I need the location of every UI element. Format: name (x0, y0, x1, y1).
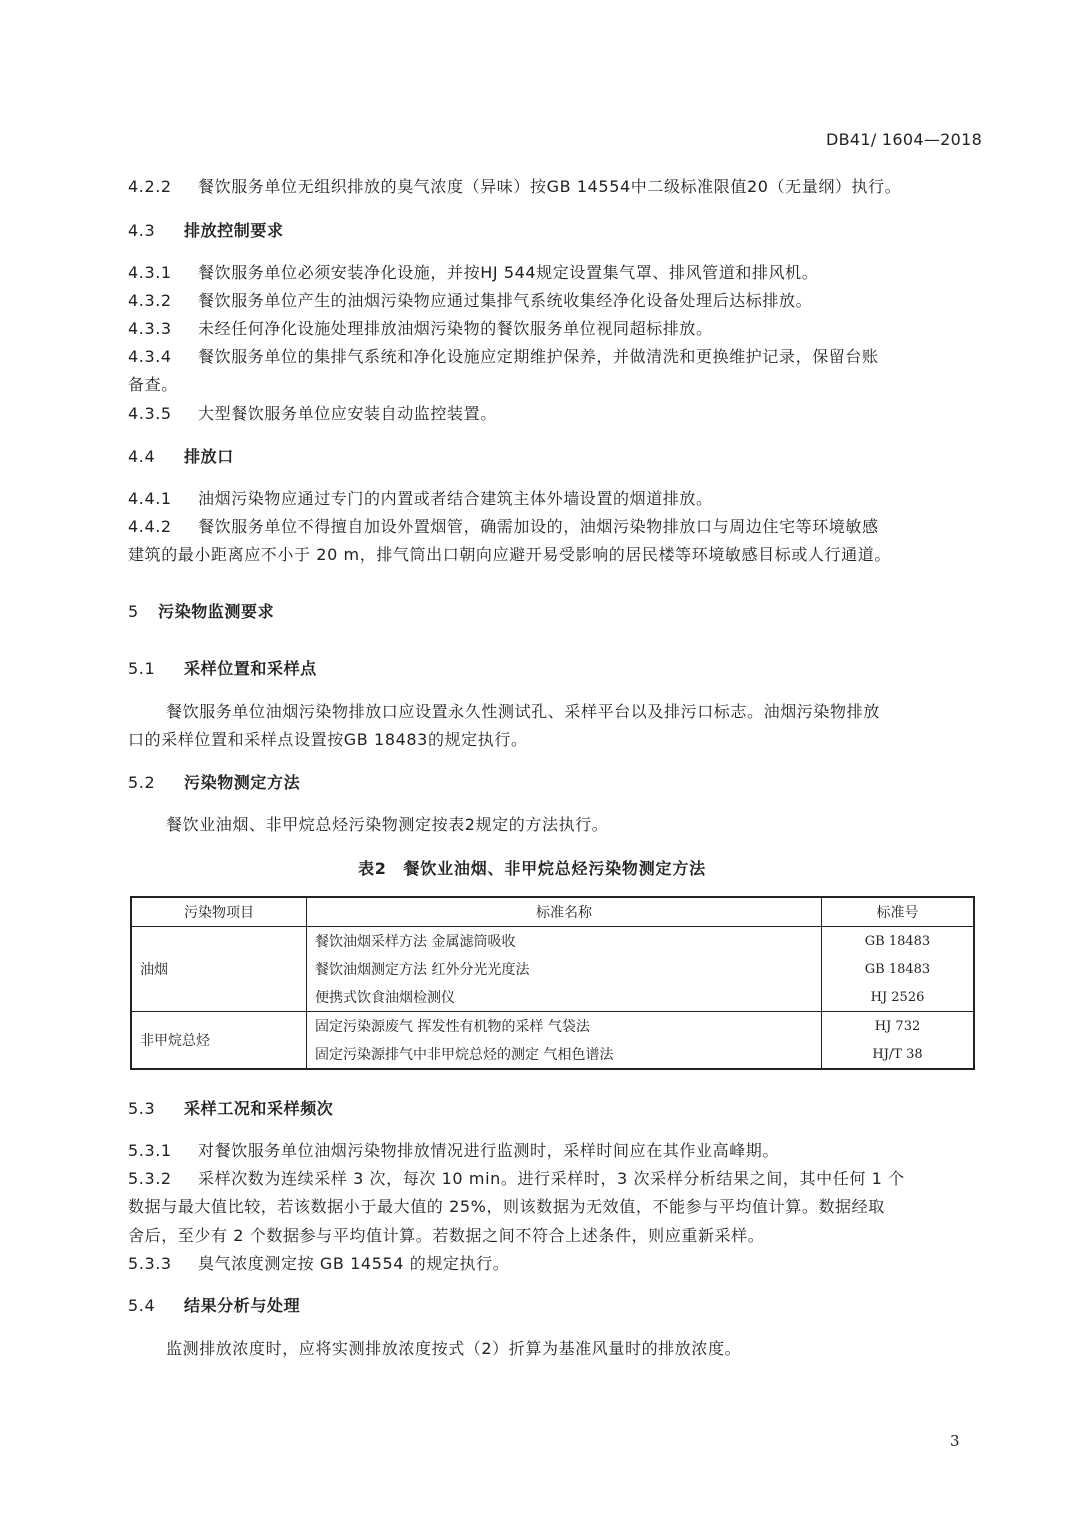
clause-text: 未经任何净化设施处理排放油烟污染物的餐饮服务单位视同超标排放。 (198, 319, 713, 338)
clause-text: 餐饮服务单位产生的油烟污染物应通过集排气系统收集经净化设备处理后达标排放。 (198, 291, 813, 310)
clause-4-3-4 (128, 347, 879, 367)
heading-title: 排放口 (184, 447, 234, 466)
clause-text: 油烟污染物应通过专门的内置或者结合建筑主体外墙设置的烟道排放。 (198, 489, 713, 508)
heading-title: 污染物测定方法 (184, 773, 301, 792)
clause-5-3-3 (128, 1254, 509, 1274)
heading-title: 采样工况和采样频次 (184, 1099, 334, 1118)
heading-5-2 (128, 773, 300, 793)
standard-name-cell: 固定污染源废气 挥发性有机物的采样 气袋法 (307, 1012, 822, 1041)
pollutant-cell: 非甲烷总烃 (131, 1012, 307, 1070)
pollutant-cell: 油烟 (131, 927, 307, 1012)
clause-5-3-1 (128, 1141, 779, 1161)
heading-number: 5.1 (128, 659, 156, 678)
heading-5-4 (128, 1296, 300, 1316)
clause-text: 餐饮服务单位的集排气系统和净化设施应定期维护保养，并做清洗和更换维护记录，保留台账 (198, 347, 879, 366)
heading-4-4 (128, 447, 234, 467)
heading-number: 4.4 (128, 447, 156, 466)
clause-text: 对餐饮服务单位油烟污染物排放情况进行监测时，采样时间应在其作业高峰期。 (198, 1141, 780, 1160)
standard-name-cell: 餐饮油烟测定方法 红外分光光度法 (307, 955, 822, 983)
header-standard-name: 标准名称 (307, 897, 822, 927)
clause-text: 餐饮服务单位不得擅自加设外置烟管，确需加设的，油烟污染物排放口与周边住宅等环境敏感 (198, 517, 879, 536)
clause-4-3-4-cont: 备查。 (128, 375, 178, 394)
heading-5-3 (128, 1099, 333, 1119)
table-caption: 表2 餐饮业油烟、非甲烷总烃污染物测定方法 (358, 859, 706, 878)
clause-4-2-2 (128, 177, 901, 197)
paragraph-5-2: 餐饮业油烟、非甲烷总烃污染物测定按表2规定的方法执行。 (166, 815, 609, 834)
clause-4-4-2-cont: 建筑的最小距离应不小于 20 m，排气筒出口朝向应避开易受影响的居民楼等环境敏感目标或人行通道。 (128, 545, 891, 564)
heading-title: 采样位置和采样点 (184, 659, 317, 678)
clause-number: 4.3.5 (128, 404, 172, 423)
clause-5-3-2-cont2: 舍后，至少有 2 个数据参与平均值计算。若数据之间不符合上述条件，则应重新采样。 (128, 1226, 765, 1245)
paragraph-5-1-line1: 餐饮服务单位油烟污染物排放口应设置永久性测试孔、采样平台以及排污口标志。油烟污染物排放 (166, 702, 880, 721)
standard-code-cell: HJ 732 (822, 1012, 975, 1041)
standard-code-cell: GB 18483 (864, 961, 931, 977)
heading-5 (128, 602, 274, 622)
clause-text: 大型餐饮服务单位应安装自动监控装置。 (198, 404, 497, 423)
clause-5-3-2-cont1: 数据与最大值比较，若该数据小于最大值的 25%，则该数据为无效值，不能参与平均值计算。数据经取 (128, 1197, 885, 1216)
standard-code-cell: GB 18483 (822, 927, 975, 956)
clause-number: 4.3.2 (128, 291, 172, 310)
clause-text: 采样次数为连续采样 3 次，每次 10 min。进行采样时，3 次采样分析结果之间，其中任何 1 个 (198, 1169, 905, 1188)
standard-code-cell: HJ 2526 (870, 989, 925, 1005)
heading-title: 排放控制要求 (184, 221, 284, 240)
clause-4-3-1 (128, 263, 818, 283)
clause-4-3-3 (128, 319, 713, 339)
standard-name-cell: 餐饮油烟采样方法 金属滤筒吸收 (307, 927, 822, 956)
standard-name-cell: 固定污染源排气中非甲烷总烃的测定 气相色谱法 (307, 1040, 822, 1069)
clause-number: 5.3.3 (128, 1254, 172, 1273)
clause-text: 餐饮服务单位无组织排放的臭气浓度（异味）按GB 14554中二级标准限值20（无量纲）执行。 (198, 177, 902, 196)
clause-number: 4.3.3 (128, 319, 172, 338)
clause-4-4-2 (128, 517, 879, 537)
paragraph-5-4: 监测排放浓度时，应将实测排放浓度按式（2）折算为基准风量时的排放浓度。 (166, 1339, 742, 1358)
heading-title: 结果分析与处理 (184, 1296, 301, 1315)
header-standard-code: 标准号 (822, 897, 975, 927)
header-pollutant: 污染物项目 (131, 897, 307, 927)
clause-number: 4.2.2 (128, 177, 172, 196)
table-row (131, 927, 974, 956)
table-header-row (131, 897, 974, 927)
clause-number: 5.3.2 (128, 1169, 172, 1188)
heading-5-1 (128, 659, 317, 679)
heading-title: 污染物监测要求 (158, 602, 275, 621)
clause-4-3-5 (128, 404, 497, 424)
page-number: 3 (950, 1432, 960, 1450)
heading-number: 5 (128, 602, 139, 621)
clause-number: 4.3.1 (128, 263, 172, 282)
standard-name-cell: 便携式饮食油烟检测仪 (307, 983, 822, 1012)
clause-text: 餐饮服务单位必须安装净化设施，并按HJ 544规定设置集气罩、排风管道和排风机。 (198, 263, 819, 282)
heading-number: 5.4 (128, 1296, 156, 1315)
measurement-methods-table (130, 896, 975, 1070)
clause-number: 4.4.2 (128, 517, 172, 536)
clause-5-3-2 (128, 1169, 905, 1189)
clause-number: 4.3.4 (128, 347, 172, 366)
clause-text: 臭气浓度测定按 GB 14554 的规定执行。 (198, 1254, 510, 1273)
heading-number: 5.3 (128, 1099, 156, 1118)
standard-code-cell: HJ/T 38 (872, 1046, 923, 1062)
table-row (131, 1012, 974, 1041)
heading-number: 4.3 (128, 221, 156, 240)
clause-number: 5.3.1 (128, 1141, 172, 1160)
paragraph-5-1-line2: 口的采样位置和采样点设置按GB 18483的规定执行。 (128, 730, 528, 749)
clause-number: 4.4.1 (128, 489, 172, 508)
clause-4-4-1 (128, 489, 713, 509)
doc-code: DB41/ 1604—2018 (826, 130, 983, 149)
heading-4-3 (128, 221, 284, 241)
heading-number: 5.2 (128, 773, 156, 792)
clause-4-3-2 (128, 291, 812, 311)
